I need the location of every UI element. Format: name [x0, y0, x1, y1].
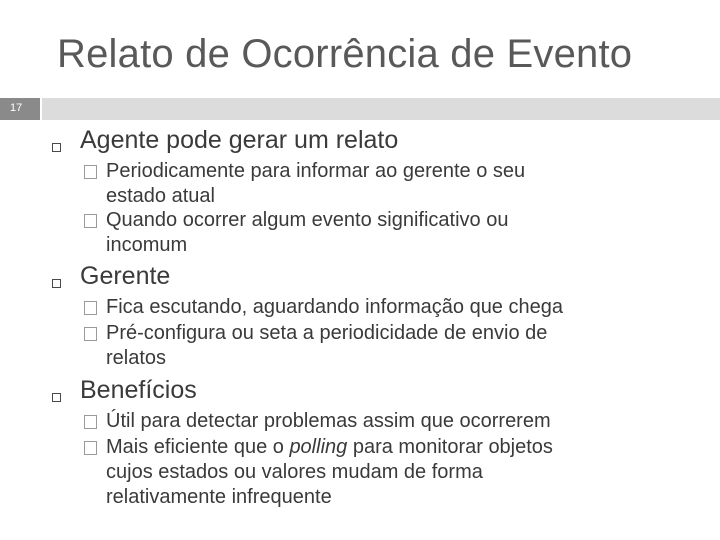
bullet-text-segment: Mais eficiente que o	[106, 436, 290, 458]
bullet-box-icon	[84, 327, 97, 341]
bullet-text-line: Fica escutando, aguardando informação que chega	[106, 296, 563, 318]
bullet-text-line: Quando ocorrer algum evento significativo ou	[106, 209, 509, 231]
bullet-box-icon	[84, 301, 97, 315]
bullet-text-line: Pré-configura ou seta a periodicidade de envio de	[106, 322, 548, 344]
bullet-text-line: estado atual	[106, 185, 215, 207]
bullet-level1: Gerente	[80, 262, 171, 290]
bullet-text-line: Útil para detectar problemas assim que ocorrerem	[106, 410, 551, 432]
bullet-level2	[106, 435, 686, 510]
bullet-text-line: relatos	[106, 347, 167, 369]
bullet-square-icon	[52, 279, 61, 288]
bullet-level2	[106, 208, 686, 258]
slide-title: Relato de Ocorrência de Evento	[57, 32, 633, 76]
bullet-box-icon	[84, 441, 97, 455]
bullet-box-icon	[84, 214, 97, 228]
bullet-text-line: relativamente infrequente	[106, 486, 332, 508]
bullet-square-icon	[52, 143, 61, 152]
bullet-text-line: Periodicamente para informar ao gerente o seu	[106, 160, 526, 182]
bullet-square-icon	[52, 393, 61, 402]
bullet-text-line: cujos estados ou valores mudam de forma	[106, 461, 483, 483]
bullet-box-icon	[84, 165, 97, 179]
bullet-level2	[106, 159, 686, 209]
bullet-text-line: incomum	[106, 234, 188, 256]
bullet-box-icon	[84, 415, 97, 429]
bullet-text-segment: para monitorar objetos	[347, 436, 553, 458]
bullet-text-emphasis: polling	[289, 436, 348, 458]
bullet-level2	[106, 321, 686, 371]
bullet-level2	[106, 295, 686, 320]
slide-number: 17	[10, 102, 23, 114]
bullet-level2	[106, 409, 686, 434]
bullet-level1: Agente pode gerar um relato	[80, 126, 399, 154]
bullet-level1: Benefícios	[80, 376, 197, 404]
